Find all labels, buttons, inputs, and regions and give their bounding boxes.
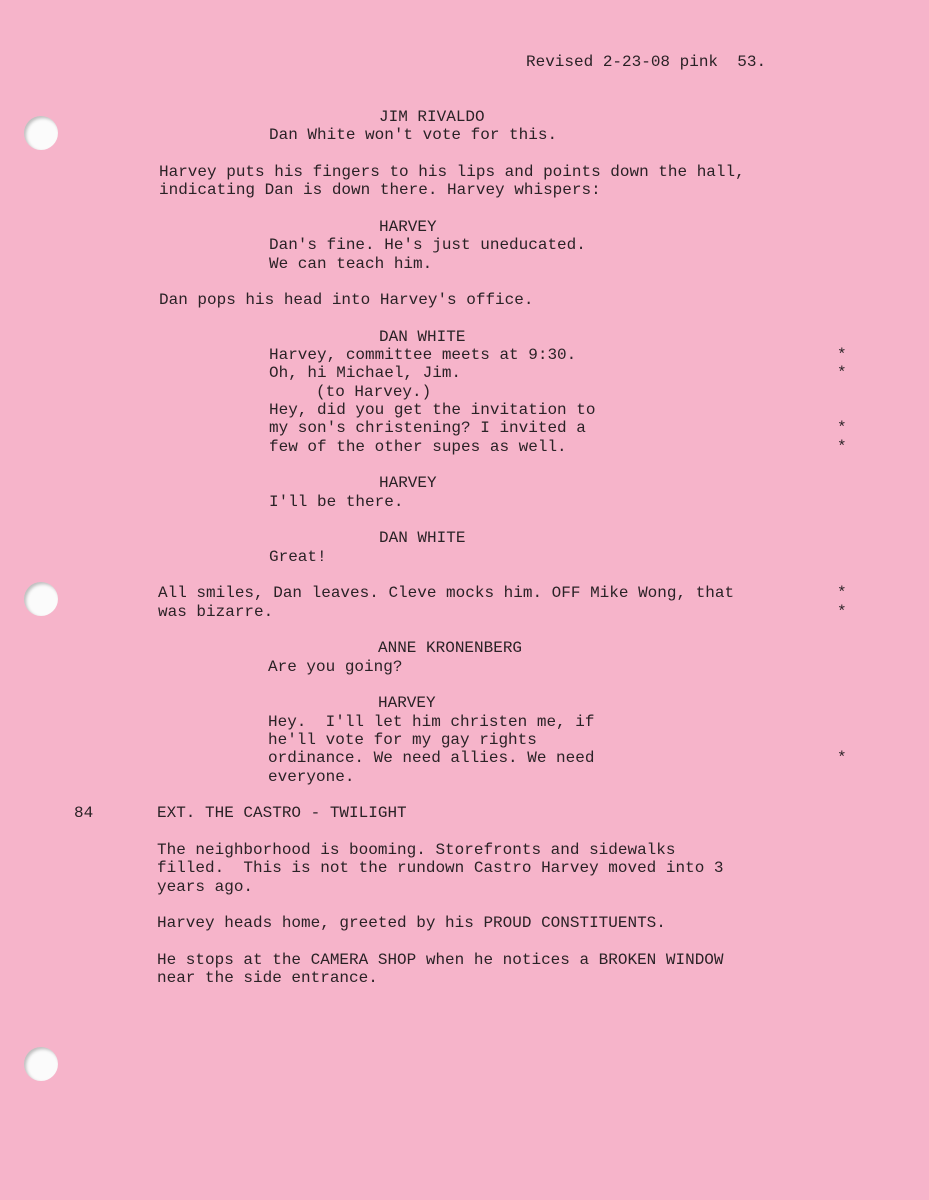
dialogue-line: We can teach him. xyxy=(269,255,433,273)
action-line: He stops at the CAMERA SHOP when he notices a BROKEN WINDOW xyxy=(157,951,724,969)
character-name: HARVEY xyxy=(379,218,437,236)
scene-number: 84 xyxy=(74,804,94,822)
dialogue-line: Great! xyxy=(269,548,327,566)
character-name: HARVEY xyxy=(378,694,436,712)
dialogue-line: Harvey, committee meets at 9:30. xyxy=(269,346,577,364)
dialogue-line: Dan White won't vote for this. xyxy=(269,126,558,144)
action-line: was bizarre. xyxy=(158,603,274,621)
revision-header: Revised 2-23-08 pink 53. xyxy=(526,53,767,71)
action-line: All smiles, Dan leaves. Cleve mocks him. OFF Mike Wong, that xyxy=(158,584,735,602)
character-name: DAN WHITE xyxy=(379,529,466,547)
revision-asterisk: * xyxy=(837,749,847,767)
action-line: Harvey heads home, greeted by his PROUD CONSTITUENTS. xyxy=(157,914,666,932)
action-line: The neighborhood is booming. Storefronts and sidewalks xyxy=(157,841,676,859)
revision-asterisk: * xyxy=(837,346,847,364)
character-name: JIM RIVALDO xyxy=(379,108,485,126)
character-name: HARVEY xyxy=(379,474,437,492)
action-line: years ago. xyxy=(157,878,254,896)
dialogue-line: Hey, did you get the invitation to xyxy=(269,401,596,419)
action-line: Harvey puts his fingers to his lips and points down the hall, xyxy=(159,163,745,181)
binder-hole xyxy=(24,1047,58,1081)
scene-heading: EXT. THE CASTRO - TWILIGHT xyxy=(157,804,407,822)
dialogue-line: my son's christening? I invited a xyxy=(269,419,586,437)
dialogue-line: Hey. I'll let him christen me, if xyxy=(268,713,595,731)
character-name: ANNE KRONENBERG xyxy=(378,639,523,657)
action-line: Dan pops his head into Harvey's office. xyxy=(159,291,534,309)
revision-asterisk: * xyxy=(837,364,847,382)
revision-asterisk: * xyxy=(837,603,847,621)
binder-hole xyxy=(24,116,58,150)
dialogue-line: I'll be there. xyxy=(269,493,404,511)
parenthetical: (to Harvey.) xyxy=(316,383,432,401)
revision-asterisk: * xyxy=(837,584,847,602)
dialogue-line: he'll vote for my gay rights xyxy=(268,731,537,749)
dialogue-line: ordinance. We need allies. We need xyxy=(268,749,595,767)
dialogue-line: everyone. xyxy=(268,768,355,786)
action-line: indicating Dan is down there. Harvey whispers: xyxy=(159,181,601,199)
action-line: near the side entrance. xyxy=(157,969,378,987)
binder-hole xyxy=(24,582,58,616)
action-line: filled. This is not the rundown Castro Harvey moved into 3 xyxy=(157,859,724,877)
character-name: DAN WHITE xyxy=(379,328,466,346)
dialogue-line: few of the other supes as well. xyxy=(269,438,567,456)
dialogue-line: Dan's fine. He's just uneducated. xyxy=(269,236,586,254)
revision-asterisk: * xyxy=(837,419,847,437)
revision-asterisk: * xyxy=(837,438,847,456)
dialogue-line: Are you going? xyxy=(268,658,403,676)
dialogue-line: Oh, hi Michael, Jim. xyxy=(269,364,462,382)
